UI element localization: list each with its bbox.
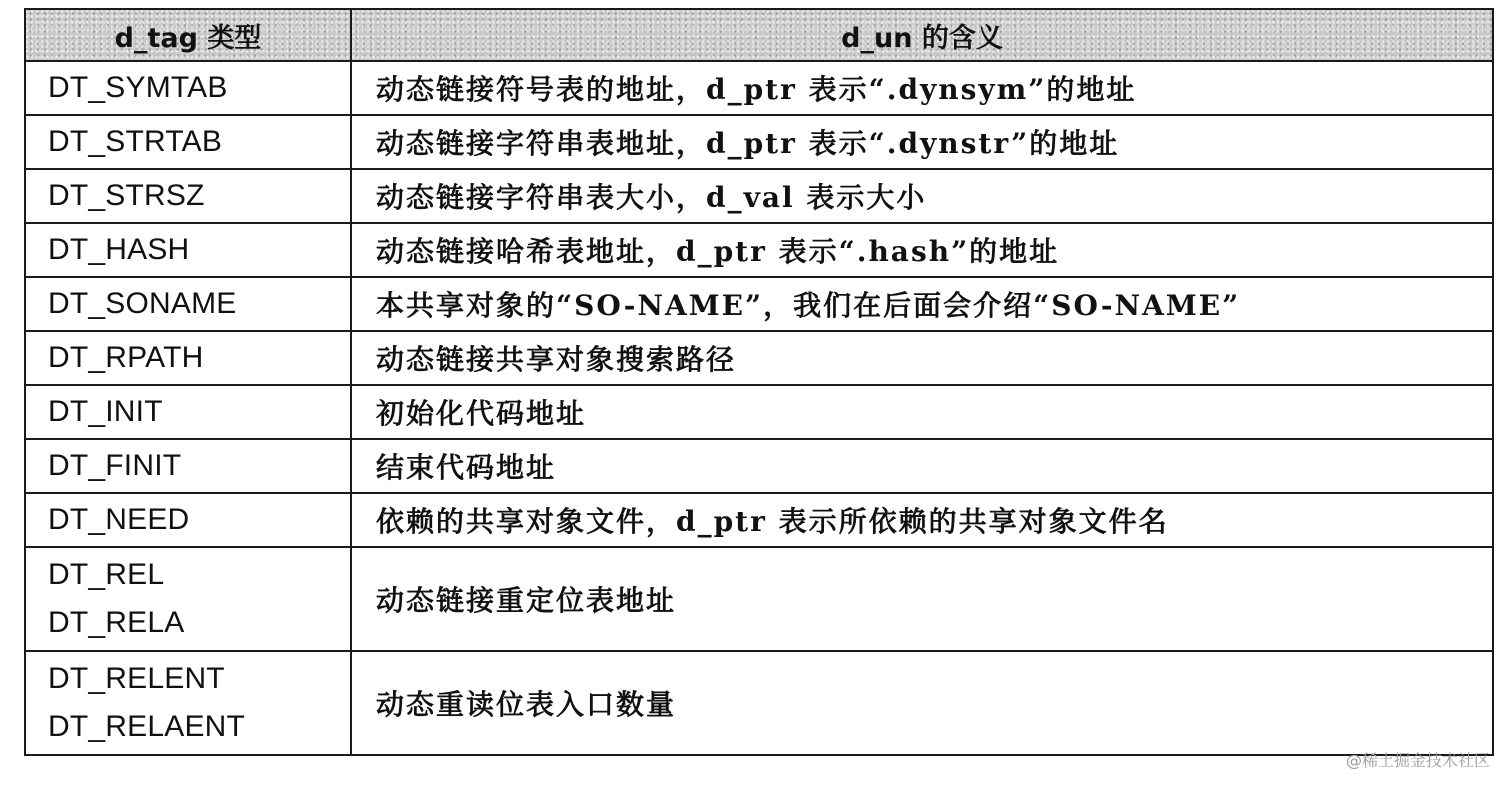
- tag-cell: [25, 277, 351, 331]
- tag-cell: [25, 115, 351, 169]
- tag-cell: [25, 331, 351, 385]
- meaning-cell: 初始化代码地址: [351, 385, 1493, 439]
- tag-cell: [25, 223, 351, 277]
- meaning-cell: 动态链接字符串表地址，d_ptr 表示“.dynstr”的地址: [351, 115, 1493, 169]
- tag-name: DT_RELA: [48, 606, 185, 639]
- tag-name: DT_RELAENT: [48, 710, 246, 743]
- tag-name: DT_SYMTAB: [48, 71, 228, 104]
- tag-cell: [25, 547, 351, 651]
- table-row: [25, 169, 1493, 223]
- tag-name: DT_HASH: [48, 233, 190, 266]
- tag-cell: [25, 61, 351, 115]
- meaning-cell: 动态链接共享对象搜索路径: [351, 331, 1493, 385]
- watermark: @稀土掘金技术社区: [1345, 751, 1490, 770]
- meaning-cell: 本共享对象的“SO-NAME”，我们在后面会介绍“SO-NAME”: [351, 277, 1493, 331]
- tag-name: DT_STRSZ: [48, 179, 205, 212]
- header-d-un-meaning: d_un 的含义: [351, 9, 1493, 61]
- table-row: [25, 651, 1493, 755]
- table-row: [25, 115, 1493, 169]
- tag-cell: [25, 651, 351, 755]
- tag-cell: [25, 385, 351, 439]
- table-row: [25, 61, 1493, 115]
- tag-cell: [25, 493, 351, 547]
- meaning-cell: 依赖的共享对象文件，d_ptr 表示所依赖的共享对象文件名: [351, 493, 1493, 547]
- header-d-tag-type: d_tag 类型: [25, 9, 351, 61]
- table-row: [25, 439, 1493, 493]
- tag-name: DT_NEED: [48, 503, 190, 536]
- header-row: [25, 9, 1493, 61]
- table-row: [25, 277, 1493, 331]
- table-row: [25, 493, 1493, 547]
- meaning-cell: 结束代码地址: [351, 439, 1493, 493]
- table-row: [25, 223, 1493, 277]
- tag-name: DT_SONAME: [48, 287, 237, 320]
- meaning-cell: 动态链接字符串表大小，d_val 表示大小: [351, 169, 1493, 223]
- tag-name: DT_RELENT: [48, 662, 225, 695]
- table-header: [25, 9, 1493, 61]
- table-row: [25, 547, 1493, 651]
- tag-cell: [25, 439, 351, 493]
- table-row: [25, 385, 1493, 439]
- table-body: [25, 61, 1493, 755]
- meaning-cell: 动态链接符号表的地址，d_ptr 表示“.dynsym”的地址: [351, 61, 1493, 115]
- tag-name: DT_RPATH: [48, 341, 204, 374]
- dynamic-tag-table: [24, 8, 1494, 756]
- tag-name: DT_STRTAB: [48, 125, 223, 158]
- table-row: [25, 331, 1493, 385]
- meaning-cell: 动态链接重定位表地址: [351, 547, 1493, 651]
- tag-name: DT_FINIT: [48, 449, 182, 482]
- meaning-cell: 动态重读位表入口数量: [351, 651, 1493, 755]
- meaning-cell: 动态链接哈希表地址，d_ptr 表示“.hash”的地址: [351, 223, 1493, 277]
- tag-name: DT_INIT: [48, 395, 163, 428]
- tag-cell: [25, 169, 351, 223]
- tag-name: DT_REL: [48, 558, 165, 591]
